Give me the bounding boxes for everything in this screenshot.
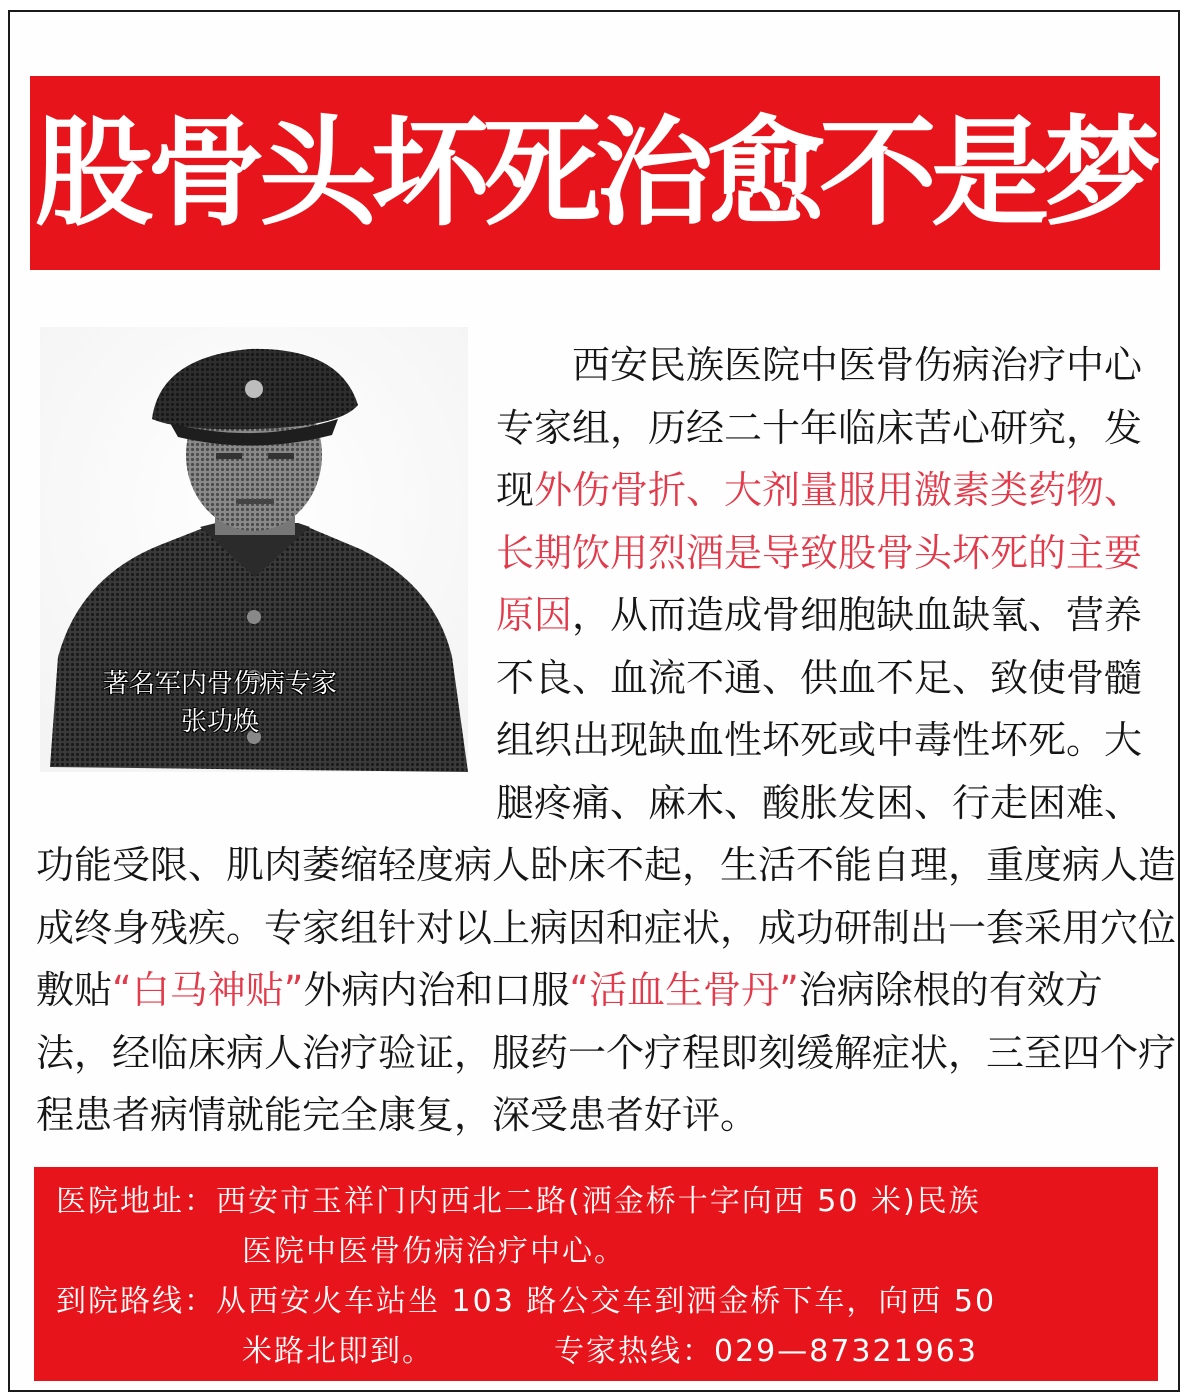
headline-banner [30,76,1160,270]
address-text: 西安市玉祥门内西北二路(洒金桥十字向西 50 米)民族 [216,1184,981,1219]
article-text-4: 治病除根的有效方法，经临床病人治疗验证，服药一个疗程即刻缓解症状，三至四个疗程患者病情就能完全康复，深受患者好评。 [36,968,1177,1137]
article-highlight-product2: “活血生骨丹” [569,968,799,1012]
article-body [36,334,1176,1147]
address-continued: 医院中医骨伤病治疗中心。 [242,1234,626,1269]
headline-title: 股骨头坏死治愈不是梦 [34,104,1155,242]
caption-name: 张功焕 [180,707,259,737]
route-label: 到院路线： [56,1284,216,1319]
route-continued: 米路北即到。 [242,1334,434,1369]
address-row [56,1177,1158,1227]
route-row [56,1277,1158,1327]
route-continued-row [56,1327,1158,1377]
hotline-text: 专家热线：029—87321963 [554,1334,978,1369]
article-text-3: 外病内治和口服 [303,968,570,1012]
route-text: 从西安火车站坐 103 路公交车到洒金桥下车，向西 50 [216,1284,997,1319]
advertisement-page [8,10,1180,1392]
contact-info-box [34,1167,1158,1381]
article-text-1: 西安民族医院中医骨伤病治疗中心专家组，历经二十年临床苦心研究，发现 [496,343,1143,512]
article-highlight-causes: 外伤骨折、大剂量服用激素类药物、长期饮用烈酒是导致股骨头坏死的主要原因 [496,468,1143,637]
article-highlight-product1: “白马神贴” [112,968,304,1012]
article-text-2: ，从而造成骨细胞缺血缺氧、营养不良、血流不通、供血不足、致使骨髓组织出现缺血性坏死或中毒性坏死。大腿疼痛、麻木、酸胀发困、行走困难、功能受限、肌肉萎缩轻度病人卧床不起，生活不能自理，重度病人造成终身残疾。专家组针对以上病因和症状，成功研制出一套采用穴位敷贴 [36,593,1177,1012]
address-label: 医院地址： [56,1184,216,1219]
caption-title: 著名军内骨伤病专家 [102,669,337,699]
